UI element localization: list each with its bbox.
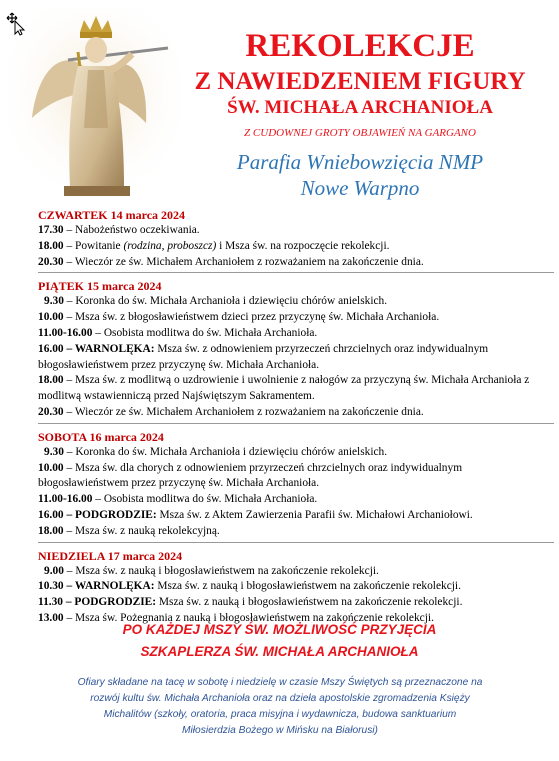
event-time: 10.00 xyxy=(38,311,64,324)
schedule-event xyxy=(38,492,554,508)
schedule-event xyxy=(38,445,554,461)
event-time: 18.00 xyxy=(38,524,64,537)
event-text: Msza św. z odnowieniem przyrzeczeń chrzcielnych oraz indywidualnym błogosławieństwem przez przyczynę św. Michała Archanioła. xyxy=(38,342,489,371)
event-time: 20.30 xyxy=(38,255,64,268)
offering-line: Miłosierdzia Bożego w Mińsku na Białorusi) xyxy=(182,725,378,736)
scapular-notice-line-2: SZKAPLERZA ŚW. MICHAŁA ARCHANIOŁA xyxy=(140,644,419,659)
schedule-event xyxy=(38,524,554,540)
event-text: – Msza św. z nauką i błogosławieństwem na zakończenie rekolekcji. xyxy=(63,564,379,577)
event-text: i Msza św. na rozpoczęcie rekolekcji. xyxy=(216,239,390,252)
event-text: Msza św. z nauką i błogosławieństwem na zakończenie rekolekcji. xyxy=(156,596,463,609)
schedule-event xyxy=(38,461,554,493)
schedule-event xyxy=(38,326,554,342)
schedule-event xyxy=(38,579,554,595)
statue-origin: Z CUDOWNEJ GROTY OBJAWIEŃ NA GARGANO xyxy=(244,127,476,139)
schedule-event xyxy=(38,373,554,405)
event-text: – Osobista modlitwa do św. Michała Archanioła. xyxy=(92,493,318,506)
event-text: – Wieczór ze św. Michałem Archaniołem z rozważaniem na zakończenie dnia. xyxy=(63,405,424,418)
event-time: 10.00 xyxy=(38,461,64,474)
day-heading: CZWARTEK 14 marca 2024 xyxy=(38,208,186,222)
schedule xyxy=(38,207,554,634)
event-note: (rodzina, proboszcz) xyxy=(123,239,217,252)
town-name: Nowe Warpno xyxy=(300,176,420,200)
day-block xyxy=(38,429,554,543)
event-time: 9.00 xyxy=(44,564,64,577)
day-heading: NIEDZIELA 17 marca 2024 xyxy=(38,548,183,563)
day-block xyxy=(38,278,554,423)
schedule-event xyxy=(38,310,554,326)
event-time: 13.00 xyxy=(38,611,64,624)
event-text: Msza św. z nauką i błogosławieństwem na zakończenie rekolekcji. xyxy=(154,580,461,593)
saint-name: ŚW. MICHAŁA ARCHANIOŁA xyxy=(227,97,493,118)
page-title: REKOLEKCJE xyxy=(245,28,475,64)
schedule-event xyxy=(38,294,554,310)
schedule-event xyxy=(38,342,554,374)
event-time: 16.00 – WARNOLĘKA: xyxy=(38,342,155,355)
event-time: 11.00-16.00 xyxy=(38,493,93,506)
schedule-event xyxy=(38,405,554,421)
offering-line: Michalitów (szkoły, oratoria, praca misyjna i wydawnicza, budowa sanktuarium xyxy=(103,709,457,720)
move-cursor-icon xyxy=(6,12,28,36)
parish-name: Parafia Wniebowzięcia NMP xyxy=(236,150,484,174)
event-text: – Powitanie xyxy=(63,239,124,252)
offering-line: Ofiary składane na tacę w sobotę i niedzielę w czasie Mszy Świętych są przeznaczone na xyxy=(77,677,483,688)
event-text: – Msza św. dla chorych z odnowieniem przyrzeczeń chrzcielnych oraz indywidualnym błogosławieństwem przez przyczynę św. Michała Archanioła. xyxy=(38,461,463,490)
page-subtitle: Z NAWIEDZENIEM FIGURY xyxy=(194,68,526,95)
event-text: – Msza św. Pożegnania z nauką i błogosławieństwem na zakończenie rekolekcji. xyxy=(63,611,434,624)
event-text: – Msza św. z błogosławieństwem dzieci przez przyczynę św. Michała Archanioła. xyxy=(63,311,440,324)
event-text: – Osobista modlitwa do św. Michała Archanioła. xyxy=(92,326,318,339)
day-block xyxy=(38,548,554,629)
event-time: 18.00 xyxy=(38,239,64,252)
event-text: – Nabożeństwo oczekiwania. xyxy=(63,224,200,236)
day-heading: SOBOTA 16 marca 2024 xyxy=(38,429,164,444)
event-text: – Koronka do św. Michała Archanioła i dziewięciu chórów anielskich. xyxy=(63,295,388,308)
event-text: Msza św. z Aktem Zawierzenia Parafii św. Michałowi Archaniołowi. xyxy=(156,508,473,521)
event-text: – Msza św. z modlitwą o uzdrowienie i uwolnienie z nałogów za przyczyną św. Michała Archanioła z modlitwą wstawienniczą przed Najświętszym Sakramentem. xyxy=(38,374,530,403)
event-time: 9.30 xyxy=(44,445,64,458)
schedule-event xyxy=(38,255,554,271)
offering-line: rozwój kultu św. Michała Archanioła oraz na dzieła apostolskie zgromadzenia Księży xyxy=(90,693,470,704)
event-text: – Koronka do św. Michała Archanioła i dziewięciu chórów anielskich. xyxy=(63,445,388,458)
schedule-event xyxy=(38,508,554,524)
event-time: 17.30 xyxy=(38,224,64,236)
event-text: – Msza św. z nauką rekolekcyjną. xyxy=(63,524,220,537)
event-time: 20.30 xyxy=(38,405,64,418)
event-time: 10.30 – WARNOLĘKA: xyxy=(38,580,155,593)
day-block xyxy=(38,207,554,273)
scapular-notice-line-1: PO KAŻDEJ MSZY ŚW. MOŻLIWOŚĆ PRZYJĘCIA xyxy=(122,622,437,637)
schedule-event xyxy=(38,564,554,580)
day-heading: PIĄTEK 15 marca 2024 xyxy=(38,279,162,294)
schedule-event xyxy=(38,595,554,611)
event-time: 11.00-16.00 xyxy=(38,326,93,339)
event-time: 16.00 – PODGRODZIE: xyxy=(38,508,157,521)
event-time: 11.30 – PODGRODZIE: xyxy=(38,596,157,609)
offering-note xyxy=(30,675,530,739)
event-time: 9.30 xyxy=(44,295,64,308)
event-time: 18.00 xyxy=(38,374,64,387)
event-text: – Wieczór ze św. Michałem Archaniołem z rozważaniem na zakończenie dnia. xyxy=(63,255,424,268)
schedule-event xyxy=(38,223,554,239)
schedule-event xyxy=(38,239,554,255)
